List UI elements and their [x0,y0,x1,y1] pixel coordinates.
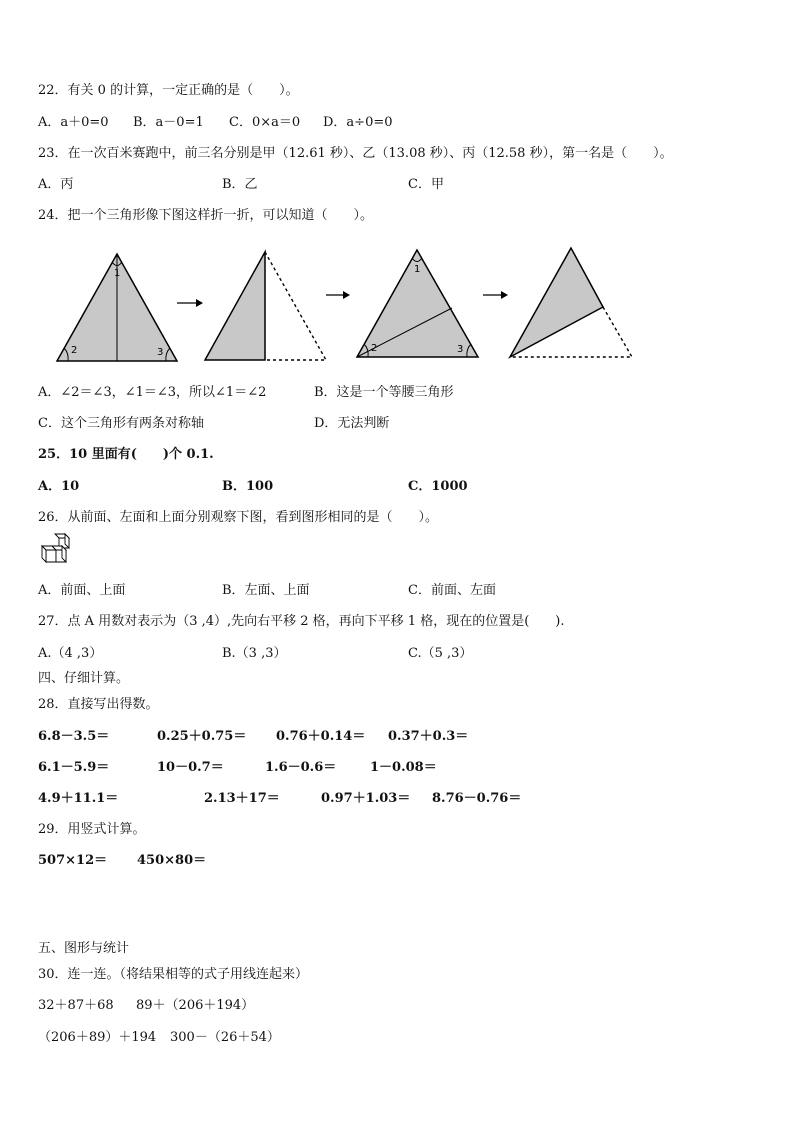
section-5-title: 五、图形与统计 [38,941,130,956]
arrow-head-3 [501,291,508,299]
q26-option-b: B．左面、上面 [222,583,310,598]
question-26-stem: 26．从前面、左面和上面分别观察下图，看到图形相同的是（ ）。 [38,510,439,525]
q25-option-a: A．10 [38,479,80,494]
q22-option-d: D．a÷0=0 [323,115,393,130]
q28-r1-c1: 6.8－3.5＝ [38,729,110,744]
q28-r2-c1: 6.1－5.9＝ [38,760,110,775]
q28-r3-c3: 0.97＋1.03＝ [321,791,411,806]
q28-r1-c3: 0.76＋0.14＝ [276,729,366,744]
question-30-stem: 30．连一连。（将结果相等的式子用线连起来） [38,967,309,982]
question-23-stem: 23．在一次百米赛跑中，前三名分别是甲（12.61 秒）、乙（13.08 秒）、丙（12.58 秒），第一名是（ ）。 [38,146,673,161]
q25-option-c: C．1000 [408,479,468,494]
q24-option-d: D．无法判断 [314,416,390,431]
triangle-folded-1 [205,252,265,360]
q24-option-c: C．这个三角形有两条对称轴 [38,416,204,431]
angle-label-2b: 2 [371,343,378,354]
triangle-fold-figure [0,240,794,380]
angle-label-3: 3 [157,347,164,358]
q26-option-c: C．前面、左面 [408,583,496,598]
angle-label-1: 1 [114,268,121,279]
q30-r2-c1: （206＋89）＋194 [38,1030,157,1045]
q28-r2-c2: 10－0.7＝ [157,760,224,775]
cube-stack-figure [38,532,78,566]
q28-r2-c4: 1－0.08＝ [370,760,437,775]
q29-item-2: 450×80＝ [137,853,207,868]
q28-r3-c2: 2.13＋17＝ [204,791,280,806]
question-25-stem: 25．10 里面有( )个 0.1. [38,447,214,462]
q22-option-a: A．a＋0=0 [38,115,109,130]
triangle-folded-2 [510,248,603,357]
q27-option-c: C.（5 ,3） [408,646,473,661]
q24-option-b: B．这是一个等腰三角形 [314,385,454,400]
q23-option-b: B．乙 [222,177,258,192]
question-24-stem: 24．把一个三角形像下图这样折一折，可以知道（ ）。 [38,208,374,223]
q27-option-a: A.（4 ,3） [38,646,103,661]
q25-option-b: B．100 [222,479,274,494]
q28-r2-c3: 1.6－0.6＝ [265,760,337,775]
section-4-title: 四、仔细计算。 [38,671,130,686]
q24-option-a: A．∠2＝∠3，∠1＝∠3，所以∠1＝∠2 [38,385,267,400]
q30-r1-c1: 32＋87＋68 [38,998,114,1013]
arrow-head-2 [343,291,350,299]
q26-option-a: A．前面、上面 [38,583,126,598]
question-29-stem: 29．用竖式计算。 [38,822,146,837]
q28-r3-c1: 4.9＋11.1＝ [38,791,119,806]
q23-option-a: A．丙 [38,177,74,192]
q29-item-1: 507×12＝ [38,853,108,868]
angle-label-2: 2 [71,345,78,356]
q23-option-c: C．甲 [408,177,444,192]
q28-r1-c4: 0.37＋0.3＝ [388,729,469,744]
q22-option-c: C．0×a＝0 [229,115,301,130]
question-27-stem: 27．点 A 用数对表示为（3 ,4）,先向右平移 2 格，再向下平移 1 格，现在的位置是( ). [38,614,565,629]
angle-label-1b: 1 [414,264,421,275]
question-22-stem: 22．有关 0 的计算，一定正确的是（ ）。 [38,83,299,98]
angle-label-3b: 3 [457,344,464,355]
arrow-head-1 [196,299,203,307]
q28-r1-c2: 0.25＋0.75＝ [157,729,247,744]
q22-option-b: B．a－0=1 [133,115,204,130]
question-28-stem: 28．直接写出得数。 [38,697,159,712]
dashed-outline-1 [265,252,326,360]
q30-r2-c2: 300－（26＋54） [170,1030,280,1045]
q30-r1-c2: 89＋（206＋194） [136,998,255,1013]
q28-r3-c4: 8.76－0.76＝ [432,791,522,806]
q27-option-b: B.（3 ,3） [222,646,287,661]
